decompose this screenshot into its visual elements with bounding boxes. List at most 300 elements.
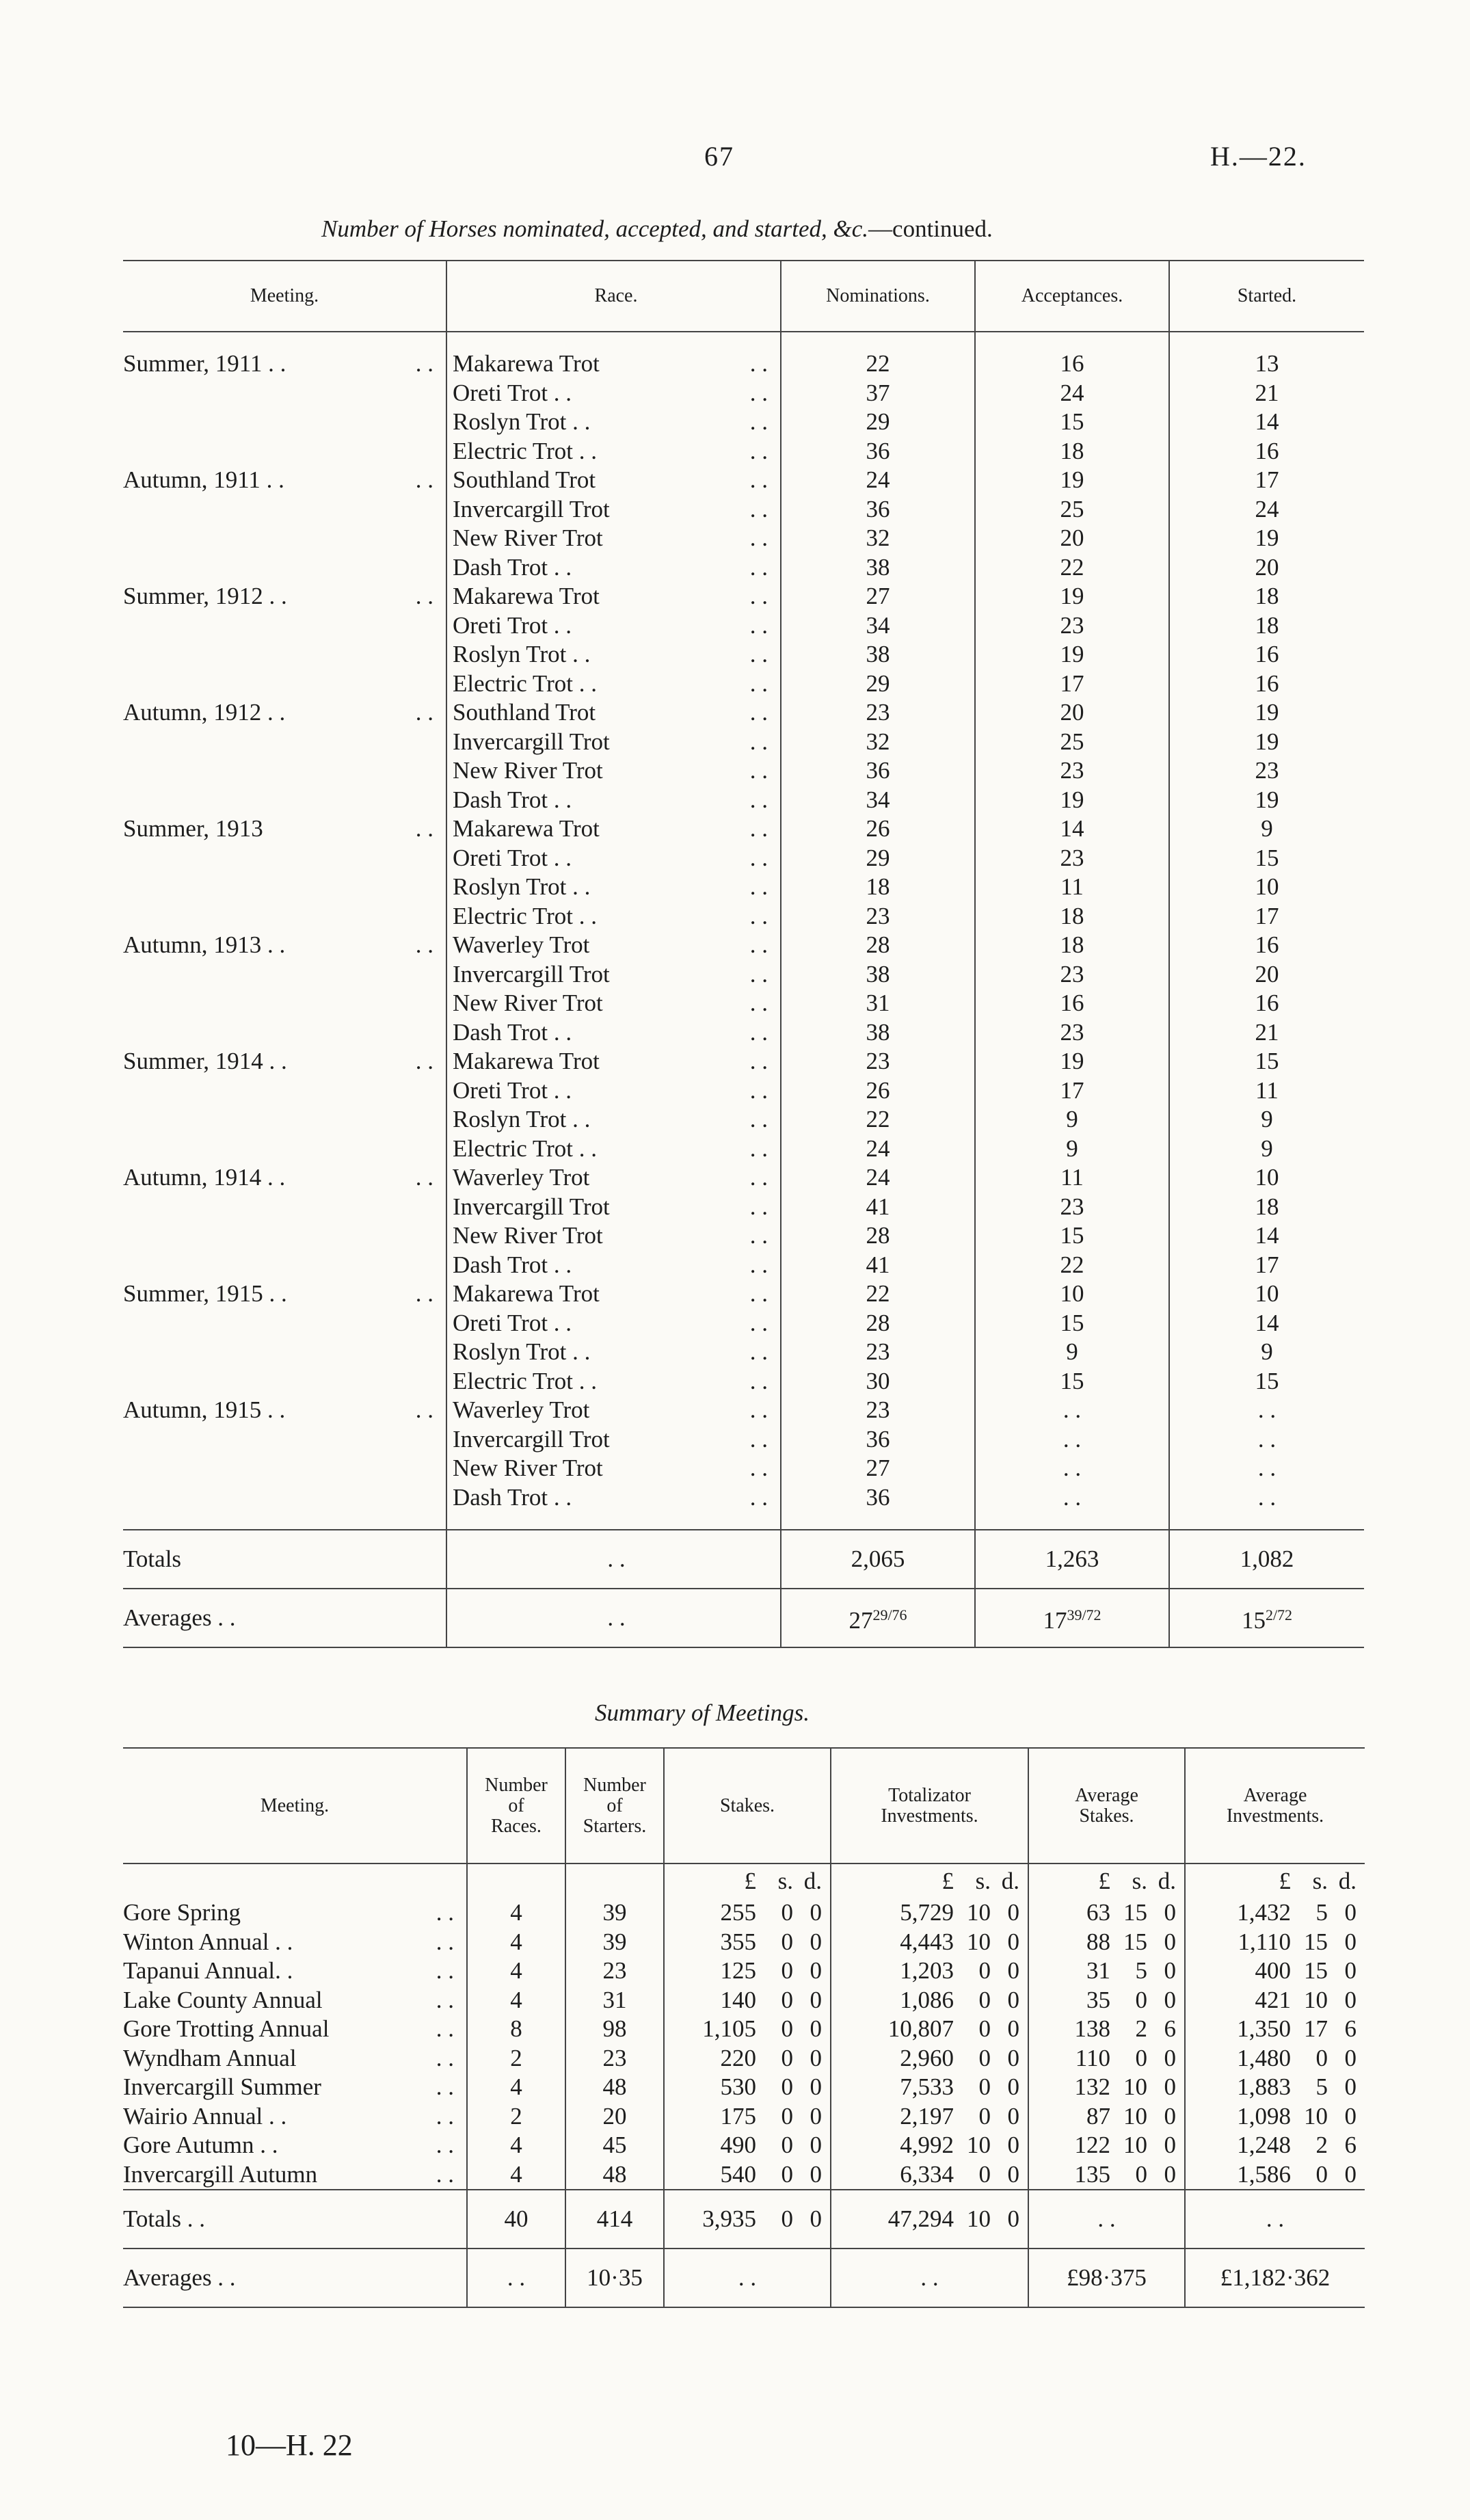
acceptances-cell: 23 <box>975 960 1169 990</box>
sum-meeting-cell: Invercargill Summer . . <box>123 2073 454 2100</box>
table-row <box>123 2073 1365 2102</box>
sum-totalizator-cell: 4,443 10 0 <box>831 1928 1028 1957</box>
sum-meeting-cell: Gore Autumn . . . . <box>123 2132 454 2158</box>
acceptances-cell: 15 <box>975 1309 1169 1338</box>
sum-header-races: Number of Races. <box>467 1748 565 1864</box>
document-code: H.—22. <box>1210 141 1307 172</box>
table-row <box>123 1279 1364 1309</box>
started-cell: 24 <box>1169 495 1364 525</box>
started-cell: 14 <box>1169 1221 1364 1251</box>
page-number: 67 <box>704 141 734 172</box>
table-row <box>123 1986 1365 2015</box>
sum-races-cell: 2 <box>467 2102 565 2132</box>
nominations-cell: 24 <box>781 1163 975 1193</box>
header-started: Started. <box>1169 261 1364 332</box>
horses-table-title <box>321 215 993 243</box>
table-row <box>123 728 1364 757</box>
sum-races-cell: 4 <box>467 1898 565 1928</box>
sum-header-totalizator: Totalizator Investments. <box>831 1748 1028 1864</box>
units-avg-investments: £ s. d. <box>1185 1864 1365 1898</box>
sum-header-avg-stakes: Average Stakes. <box>1028 1748 1185 1864</box>
table-row <box>123 931 1364 960</box>
nominations-cell: 22 <box>781 349 975 379</box>
nominations-cell: 34 <box>781 786 975 815</box>
sum-avg-stakes-cell: 122 10 0 <box>1028 2131 1185 2160</box>
started-cell: . . <box>1169 1454 1364 1483</box>
header-nominations: Nominations. <box>781 261 975 332</box>
sum-totalizator-cell: 2,197 0 0 <box>831 2102 1028 2132</box>
sum-starters-cell: 20 <box>565 2102 664 2132</box>
sum-avg-investments-cell: 1,098 10 0 <box>1185 2102 1365 2132</box>
table-row <box>123 408 1364 437</box>
acceptances-cell: . . <box>975 1483 1169 1513</box>
horses-averages-row <box>123 1589 1364 1647</box>
acceptances-cell: 18 <box>975 437 1169 466</box>
race-cell: Oreti Trot . . . . <box>446 844 781 873</box>
meeting-cell <box>123 1076 446 1106</box>
acceptances-cell: 19 <box>975 786 1169 815</box>
summary-table-title: Summary of Meetings. <box>595 1699 810 1726</box>
race-cell: Southland Trot . . <box>446 466 781 495</box>
table-row <box>123 1018 1364 1048</box>
started-cell: 9 <box>1169 1105 1364 1135</box>
sum-stakes-cell: 140 0 0 <box>664 1986 831 2015</box>
sum-totals-races: 40 <box>467 2190 565 2249</box>
table-row <box>123 640 1364 669</box>
table-row <box>123 1309 1364 1338</box>
acceptances-cell: 17 <box>975 669 1169 699</box>
acceptances-cell: 10 <box>975 1279 1169 1309</box>
race-cell: New River Trot . . <box>446 1221 781 1251</box>
race-cell: New River Trot . . <box>446 756 781 786</box>
meeting-cell <box>123 1105 446 1135</box>
race-cell: Roslyn Trot . . . . <box>446 1338 781 1367</box>
totals-nominations: 2,065 <box>781 1530 975 1589</box>
nominations-cell: 27 <box>781 1454 975 1483</box>
started-cell: 19 <box>1169 524 1364 553</box>
started-cell: 19 <box>1169 786 1364 815</box>
acceptances-cell: 16 <box>975 349 1169 379</box>
meeting-cell: Summer, 1913 . . <box>123 815 433 842</box>
meeting-cell <box>123 1135 446 1164</box>
summary-body <box>123 1864 1365 2190</box>
started-cell: 18 <box>1169 1193 1364 1222</box>
sum-starters-cell: 39 <box>565 1898 664 1928</box>
sum-avg-stakes-cell: 31 5 0 <box>1028 1957 1185 1986</box>
averages-nominations: $27^{29/76}$ <box>781 1589 975 1647</box>
nominations-cell: 18 <box>781 873 975 902</box>
acceptances-cell: . . <box>975 1454 1169 1483</box>
nominations-cell: 31 <box>781 989 975 1018</box>
acceptances-cell: 18 <box>975 902 1169 931</box>
meeting-cell <box>123 408 446 437</box>
started-cell: 9 <box>1169 814 1364 844</box>
meeting-cell <box>123 669 446 699</box>
race-cell: Dash Trot . . . . <box>446 1483 781 1513</box>
started-cell: 18 <box>1169 611 1364 641</box>
table-row <box>123 466 1364 495</box>
meeting-cell <box>123 1251 446 1280</box>
meeting-cell: Autumn, 1915 . . . . <box>123 1396 433 1423</box>
nominations-cell: 22 <box>781 1105 975 1135</box>
started-cell: 17 <box>1169 902 1364 931</box>
averages-started: $15^{2/72}$ <box>1169 1589 1364 1647</box>
meeting-cell <box>123 611 446 641</box>
started-cell: 16 <box>1169 640 1364 669</box>
sum-avg-stakes-cell: 135 0 0 <box>1028 2160 1185 2190</box>
acceptances-cell: 15 <box>975 408 1169 437</box>
meeting-cell: Summer, 1911 . . . . <box>123 350 433 377</box>
sum-stakes-cell: 355 0 0 <box>664 1928 831 1957</box>
table-row <box>123 873 1364 902</box>
sum-avg-investments-cell: 400 15 0 <box>1185 1957 1365 1986</box>
meeting-cell <box>123 1483 446 1513</box>
table-row <box>123 1338 1364 1367</box>
started-cell: 17 <box>1169 466 1364 495</box>
race-cell: Roslyn Trot . . . . <box>446 408 781 437</box>
table-row <box>123 524 1364 553</box>
race-cell: Roslyn Trot . . . . <box>446 640 781 669</box>
started-cell: 16 <box>1169 437 1364 466</box>
race-cell: Southland Trot . . <box>446 698 781 728</box>
sum-totalizator-cell: 1,086 0 0 <box>831 1986 1028 2015</box>
sum-avg-investments-cell: 1,248 2 6 <box>1185 2131 1365 2160</box>
sum-races-cell: 8 <box>467 2015 565 2044</box>
meeting-cell <box>123 728 446 757</box>
sum-totalizator-cell: 4,992 10 0 <box>831 2131 1028 2160</box>
race-cell: Oreti Trot . . . . <box>446 1309 781 1338</box>
acceptances-cell: 18 <box>975 931 1169 960</box>
totals-acceptances: 1,263 <box>975 1530 1169 1589</box>
meeting-cell <box>123 1454 446 1483</box>
meeting-cell <box>123 1309 446 1338</box>
started-cell: 10 <box>1169 1279 1364 1309</box>
started-cell: 21 <box>1169 379 1364 408</box>
race-cell: Makarewa Trot . . <box>446 582 781 611</box>
meeting-cell <box>123 786 446 815</box>
table-row <box>123 2044 1365 2073</box>
units-row <box>123 1864 1365 1898</box>
acceptances-cell: 23 <box>975 611 1169 641</box>
table-row <box>123 1367 1364 1396</box>
table-row <box>123 582 1364 611</box>
table-row <box>123 786 1364 815</box>
meeting-cell: Summer, 1915 . . . . <box>123 1280 433 1307</box>
nominations-cell: 38 <box>781 640 975 669</box>
nominations-cell: 26 <box>781 814 975 844</box>
table-row <box>123 1454 1364 1483</box>
sum-meeting-cell: Winton Annual . . . . <box>123 1928 454 1955</box>
started-cell: 19 <box>1169 698 1364 728</box>
nominations-cell: 41 <box>781 1251 975 1280</box>
nominations-cell: 37 <box>781 379 975 408</box>
acceptances-cell: 14 <box>975 814 1169 844</box>
acceptances-cell: 11 <box>975 1163 1169 1193</box>
meeting-cell <box>123 1367 446 1396</box>
nominations-cell: 28 <box>781 931 975 960</box>
sum-avg-stakes-cell: 138 2 6 <box>1028 2015 1185 2044</box>
nominations-cell: 28 <box>781 1309 975 1338</box>
nominations-cell: 26 <box>781 1076 975 1106</box>
sum-races-cell: 4 <box>467 2131 565 2160</box>
acceptances-cell: 25 <box>975 495 1169 525</box>
sum-starters-cell: 23 <box>565 2044 664 2073</box>
table-row <box>123 553 1364 583</box>
sum-starters-cell: 23 <box>565 1957 664 1986</box>
sum-avg-investments-cell: 1,432 5 0 <box>1185 1898 1365 1928</box>
sum-avg-investments-cell: 1,883 5 0 <box>1185 2073 1365 2102</box>
table-row <box>123 349 1364 379</box>
acceptances-cell: 11 <box>975 873 1169 902</box>
meeting-cell: Autumn, 1913 . . . . <box>123 931 433 958</box>
table-row <box>123 1076 1364 1106</box>
table-row <box>123 1928 1365 1957</box>
table-row <box>123 1135 1364 1164</box>
sum-stakes-cell: 220 0 0 <box>664 2044 831 2073</box>
meeting-cell <box>123 1221 446 1251</box>
sum-totals-avg-investments: . . <box>1185 2190 1365 2249</box>
sum-totalizator-cell: 10,807 0 0 <box>831 2015 1028 2044</box>
race-cell: Electric Trot . . . . <box>446 902 781 931</box>
race-cell: Oreti Trot . . . . <box>446 379 781 408</box>
table-row <box>123 1483 1364 1513</box>
race-cell: Dash Trot . . . . <box>446 553 781 583</box>
table-row <box>123 2102 1365 2132</box>
meeting-cell <box>123 553 446 583</box>
sum-meeting-cell: Gore Trotting Annual . . <box>123 2015 454 2042</box>
race-cell: Waverley Trot . . <box>446 931 781 960</box>
sum-avg-investments-cell: 1,110 15 0 <box>1185 1928 1365 1957</box>
nominations-cell: 28 <box>781 1221 975 1251</box>
sum-avg-investments-cell: 1,350 17 6 <box>1185 2015 1365 2044</box>
started-cell: 15 <box>1169 1047 1364 1076</box>
sum-header-meeting: Meeting. <box>123 1748 467 1864</box>
meeting-cell <box>123 989 446 1018</box>
units-avg-stakes: £ s. d. <box>1028 1864 1185 1898</box>
table-row <box>123 1047 1364 1076</box>
table-row <box>123 989 1364 1018</box>
horses-table <box>123 260 1364 1648</box>
started-cell: 11 <box>1169 1076 1364 1106</box>
nominations-cell: 27 <box>781 582 975 611</box>
sum-races-cell: 4 <box>467 1957 565 1986</box>
sum-races-cell: 4 <box>467 1928 565 1957</box>
sum-stakes-cell: 255 0 0 <box>664 1898 831 1928</box>
started-cell: 15 <box>1169 1367 1364 1396</box>
meeting-cell <box>123 437 446 466</box>
sum-avg-stakes-cell: 132 10 0 <box>1028 2073 1185 2102</box>
meeting-cell: Summer, 1912 . . . . <box>123 583 433 609</box>
sum-avg-investments-cell: 1,586 0 0 <box>1185 2160 1365 2190</box>
race-cell: Electric Trot . . . . <box>446 437 781 466</box>
table-row <box>123 1957 1365 1986</box>
started-cell: 14 <box>1169 1309 1364 1338</box>
meeting-cell <box>123 379 446 408</box>
sum-starters-cell: 31 <box>565 1986 664 2015</box>
started-cell: 14 <box>1169 408 1364 437</box>
sum-meeting-cell: Tapanui Annual. . . . <box>123 1957 454 1984</box>
acceptances-cell: 23 <box>975 756 1169 786</box>
started-cell: . . <box>1169 1483 1364 1513</box>
acceptances-cell: 23 <box>975 844 1169 873</box>
nominations-cell: 38 <box>781 1018 975 1048</box>
nominations-cell: 36 <box>781 1483 975 1513</box>
meeting-cell <box>123 495 446 525</box>
race-cell: Waverley Trot . . <box>446 1163 781 1193</box>
acceptances-cell: . . <box>975 1425 1169 1455</box>
acceptances-cell: 20 <box>975 524 1169 553</box>
sum-starters-cell: 39 <box>565 1928 664 1957</box>
totals-race: . . <box>446 1530 781 1589</box>
started-cell: . . <box>1169 1396 1364 1425</box>
sum-starters-cell: 98 <box>565 2015 664 2044</box>
horses-body <box>123 332 1364 1530</box>
race-cell: Electric Trot . . . . <box>446 1367 781 1396</box>
sum-stakes-cell: 490 0 0 <box>664 2131 831 2160</box>
acceptances-cell: 24 <box>975 379 1169 408</box>
sum-stakes-cell: 125 0 0 <box>664 1957 831 1986</box>
table-row <box>123 2015 1365 2044</box>
summary-totals-row <box>123 2190 1365 2249</box>
acceptances-cell: 9 <box>975 1135 1169 1164</box>
started-cell: 15 <box>1169 844 1364 873</box>
table-row <box>123 1193 1364 1222</box>
started-cell: 16 <box>1169 931 1364 960</box>
table-row <box>123 1251 1364 1280</box>
units-totalizator: £ s. d. <box>831 1864 1028 1898</box>
nominations-cell: 36 <box>781 1425 975 1455</box>
race-cell: Dash Trot . . . . <box>446 786 781 815</box>
nominations-cell: 34 <box>781 611 975 641</box>
started-cell: 10 <box>1169 1163 1364 1193</box>
nominations-cell: 38 <box>781 553 975 583</box>
sum-averages-starters: 10·35 <box>565 2249 664 2307</box>
meeting-cell: Autumn, 1912 . . . . <box>123 699 433 726</box>
race-cell: Makarewa Trot . . <box>446 349 781 379</box>
acceptances-cell: 15 <box>975 1221 1169 1251</box>
meeting-cell: Autumn, 1914 . . . . <box>123 1164 433 1191</box>
averages-acceptances: $17^{39/72}$ <box>975 1589 1169 1647</box>
sum-avg-stakes-cell: 88 15 0 <box>1028 1928 1185 1957</box>
race-cell: Oreti Trot . . . . <box>446 1076 781 1106</box>
acceptances-cell: 16 <box>975 989 1169 1018</box>
sum-totals-totalizator: 47,294 10 0 <box>831 2190 1028 2249</box>
meeting-cell: Summer, 1914 . . . . <box>123 1048 433 1074</box>
horses-totals-row <box>123 1530 1364 1589</box>
sum-starters-cell: 48 <box>565 2160 664 2190</box>
sum-totalizator-cell: 1,203 0 0 <box>831 1957 1028 1986</box>
nominations-cell: 22 <box>781 1279 975 1309</box>
meeting-cell <box>123 873 446 902</box>
summary-header-row <box>123 1748 1365 1864</box>
race-cell: Invercargill Trot . . <box>446 728 781 757</box>
race-cell: Waverley Trot . . <box>446 1396 781 1425</box>
acceptances-cell: 9 <box>975 1105 1169 1135</box>
header-acceptances: Acceptances. <box>975 261 1169 332</box>
race-cell: Roslyn Trot . . . . <box>446 873 781 902</box>
totals-started: 1,082 <box>1169 1530 1364 1589</box>
race-cell: New River Trot . . <box>446 989 781 1018</box>
nominations-cell: 23 <box>781 902 975 931</box>
averages-race: . . <box>446 1589 781 1647</box>
race-cell: Oreti Trot . . . . <box>446 611 781 641</box>
sum-meeting-cell: Wairio Annual . . . . <box>123 2102 454 2130</box>
nominations-cell: 23 <box>781 698 975 728</box>
meeting-cell <box>123 756 446 786</box>
horses-title-italic: Number of Horses nominated, accepted, and started, &c. <box>321 215 869 242</box>
sum-totals-avg-stakes: . . <box>1028 2190 1185 2249</box>
meeting-cell <box>123 1018 446 1048</box>
meeting-cell <box>123 640 446 669</box>
acceptances-cell: 19 <box>975 582 1169 611</box>
sum-stakes-cell: 1,105 0 0 <box>664 2015 831 2044</box>
footer-signature: 10—H. 22 <box>226 2428 353 2462</box>
sum-races-cell: 4 <box>467 2160 565 2190</box>
summary-table <box>123 1747 1365 2308</box>
nominations-cell: 23 <box>781 1338 975 1367</box>
race-cell: Electric Trot . . . . <box>446 669 781 699</box>
started-cell: 9 <box>1169 1135 1364 1164</box>
race-cell: Makarewa Trot . . <box>446 1279 781 1309</box>
sum-avg-stakes-cell: 110 0 0 <box>1028 2044 1185 2073</box>
table-row <box>123 437 1364 466</box>
sum-totalizator-cell: 2,960 0 0 <box>831 2044 1028 2073</box>
units-stakes: £ s. d. <box>664 1864 831 1898</box>
sum-header-stakes: Stakes. <box>664 1748 831 1864</box>
table-row <box>123 669 1364 699</box>
sum-averages-label: Averages . . <box>123 2249 467 2307</box>
race-cell: Invercargill Trot . . <box>446 495 781 525</box>
nominations-cell: 32 <box>781 524 975 553</box>
horses-title-suffix: —continued. <box>868 215 993 242</box>
race-cell: New River Trot . . <box>446 524 781 553</box>
table-row <box>123 960 1364 990</box>
sum-averages-totalizator: . . <box>831 2249 1028 2307</box>
table-row <box>123 698 1364 728</box>
table-row <box>123 1898 1365 1928</box>
started-cell: 13 <box>1169 349 1364 379</box>
started-cell: 23 <box>1169 756 1364 786</box>
summary-averages-row <box>123 2249 1365 2307</box>
nominations-cell: 30 <box>781 1367 975 1396</box>
table-row <box>123 1105 1364 1135</box>
acceptances-cell: 9 <box>975 1338 1169 1367</box>
sum-totalizator-cell: 6,334 0 0 <box>831 2160 1028 2190</box>
meeting-cell <box>123 524 446 553</box>
sum-totals-starters: 414 <box>565 2190 664 2249</box>
sum-totals-label: Totals . . <box>123 2190 467 2249</box>
sum-averages-avg-investments: £1,182·362 <box>1185 2249 1365 2307</box>
nominations-cell: 41 <box>781 1193 975 1222</box>
table-row <box>123 379 1364 408</box>
started-cell: 16 <box>1169 669 1364 699</box>
table-row <box>123 1163 1364 1193</box>
nominations-cell: 36 <box>781 495 975 525</box>
meeting-cell <box>123 960 446 990</box>
meeting-cell <box>123 902 446 931</box>
meeting-cell <box>123 1425 446 1455</box>
sum-meeting-cell: Invercargill Autumn . . <box>123 2160 454 2188</box>
sum-totalizator-cell: 7,533 0 0 <box>831 2073 1028 2102</box>
table-row <box>123 756 1364 786</box>
started-cell: 10 <box>1169 873 1364 902</box>
race-cell: Invercargill Trot . . <box>446 960 781 990</box>
race-cell: Electric Trot . . . . <box>446 1135 781 1164</box>
acceptances-cell: 23 <box>975 1018 1169 1048</box>
started-cell: 19 <box>1169 728 1364 757</box>
nominations-cell: 36 <box>781 437 975 466</box>
sum-stakes-cell: 175 0 0 <box>664 2102 831 2132</box>
